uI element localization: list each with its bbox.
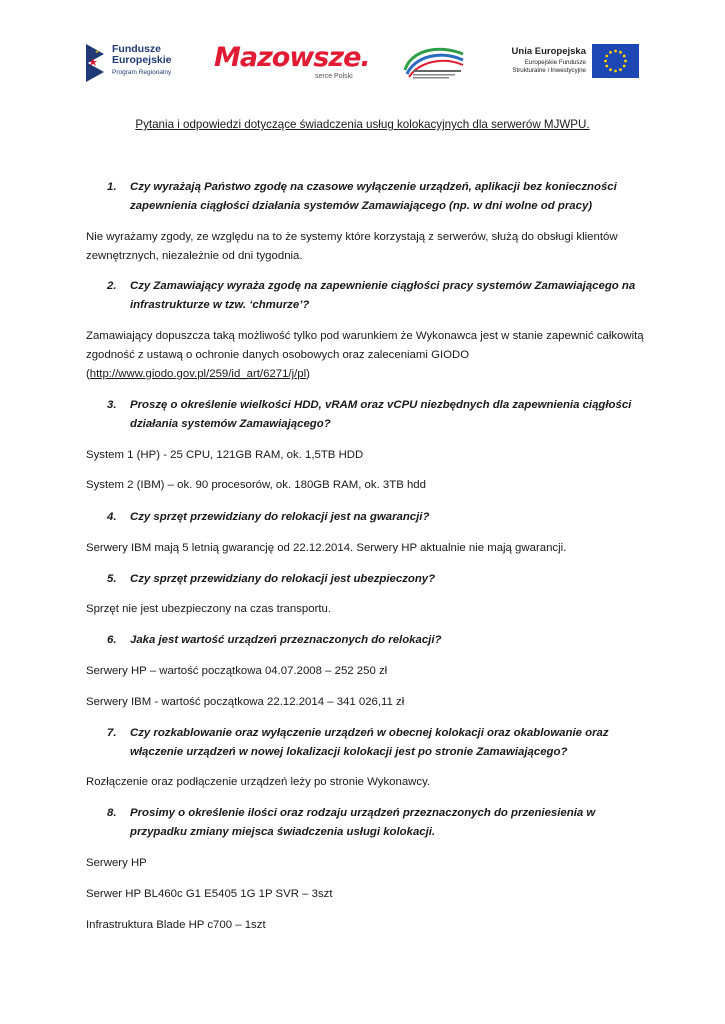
fe-star-icon bbox=[84, 42, 106, 82]
answer-8-server: Serwer HP BL460c G1 E5405 1G 1P SVR – 3szt bbox=[86, 888, 333, 900]
fe-line1: Fundusze bbox=[112, 43, 161, 55]
answer-2 bbox=[86, 327, 646, 384]
answer-5: Sprzęt nie jest ubezpieczony na czas transportu. bbox=[86, 603, 332, 615]
fe-subtitle: Program Regionalny bbox=[112, 69, 172, 76]
link-open-paren: ( bbox=[86, 368, 90, 380]
ue-sub1: Europejskie Fundusze bbox=[524, 59, 586, 66]
question-text: Prosimy o określenie ilości oraz rodzaju urządzeń przeznaczonych do przeniesienia w przypadku zmiany miejsca świadczenia usługi kolokacji. bbox=[130, 807, 596, 838]
question-2 bbox=[107, 277, 647, 315]
fundusze-europejskie-logo bbox=[84, 40, 194, 86]
question-8 bbox=[107, 804, 647, 842]
mazowsze-subtitle: serce Polski bbox=[315, 73, 353, 80]
logo-bar bbox=[84, 40, 644, 86]
answer-8-infrastructure: Infrastruktura Blade HP c700 – 1szt bbox=[86, 919, 266, 931]
answer-8-heading: Serwery HP bbox=[86, 857, 147, 869]
document-title: Pytania i odpowiedzi dotyczące świadczenia usług kolokacyjnych dla serwerów MJWPU. bbox=[135, 118, 590, 131]
question-6 bbox=[107, 631, 647, 650]
question-text: Jaka jest wartość urządzeń przeznaczonych do relokacji? bbox=[130, 634, 442, 646]
answer-1: Nie wyrażamy zgody, ze względu na to że systemy które korzystają z serwerów, służą do obsługi klientów zewnętrznych, niezależnie od dni tygodnia. bbox=[86, 231, 618, 262]
question-4 bbox=[107, 508, 647, 527]
question-number: 8. bbox=[107, 807, 117, 819]
question-number: 3. bbox=[107, 399, 117, 411]
question-text: Czy wyrażają Państwo zgodę na czasowe wyłączenie urządzeń, aplikacji bez konieczności zapewnienia ciągłości działania systemów Zamawiającego (np. w dni wolne od pracy) bbox=[130, 181, 617, 212]
ue-sub2: Strukturalne i Inwestycyjne bbox=[512, 66, 586, 74]
answer-6-hp: Serwery HP – wartość początkowa 04.07.2008 – 252 250 zł bbox=[86, 665, 388, 677]
ue-title: Unia Europejska bbox=[511, 46, 586, 57]
question-number: 5. bbox=[107, 573, 117, 585]
question-number: 6. bbox=[107, 634, 117, 646]
question-7 bbox=[107, 724, 647, 762]
unia-europejska-logo bbox=[496, 40, 646, 86]
giodo-link[interactable]: http://www.giodo.gov.pl/259/id_art/6271/j/pl bbox=[89, 368, 307, 380]
mazowsze-logo bbox=[214, 40, 374, 86]
question-text: Czy rozkablowanie oraz wyłączenie urządzeń w obecnej kolokacji oraz okablowanie oraz włączenie urządzeń w nowej lokalizacji kolokacji jest po stronie Zamawiającego? bbox=[130, 727, 609, 758]
question-text: Czy Zamawiający wyraża zgodę na zapewnienie ciągłości pracy systemów Zamawiającego na infrastrukturze w tzw. ‘chmurze’? bbox=[130, 280, 636, 311]
mazowsze-wordmark: Mazowsze. bbox=[214, 42, 370, 73]
link-close-paren: ) bbox=[306, 368, 310, 380]
answer-7: Rozłączenie oraz podłączenie urządzeń leży po stronie Wykonawcy. bbox=[86, 776, 431, 788]
regional-agency-logo bbox=[399, 40, 469, 86]
question-number: 2. bbox=[107, 280, 117, 292]
eu-flag-icon bbox=[592, 44, 639, 78]
question-5 bbox=[107, 570, 647, 589]
answer-4: Serwery IBM mają 5 letnią gwarancję od 22.12.2014. Serwery HP aktualnie nie mają gwarancji. bbox=[86, 542, 567, 554]
fe-line2: Europejskie bbox=[112, 54, 172, 66]
question-text: Proszę o określenie wielkości HDD, vRAM oraz vCPU niezbędnych dla zapewnienia ciągłości działania systemów Zamawiającego? bbox=[130, 399, 632, 430]
answer-3-system-1: System 1 (HP) - 25 CPU, 121GB RAM, ok. 1,5TB HDD bbox=[86, 449, 364, 461]
question-number: 7. bbox=[107, 727, 117, 739]
question-1 bbox=[107, 178, 647, 216]
agency-swoosh-icon bbox=[399, 40, 469, 86]
question-text: Czy sprzęt przewidziany do relokacji jest ubezpieczony? bbox=[130, 573, 436, 585]
question-number: 4. bbox=[107, 511, 117, 523]
question-text: Czy sprzęt przewidziany do relokacji jest na gwarancji? bbox=[130, 511, 430, 523]
question-3 bbox=[107, 396, 647, 434]
question-number: 1. bbox=[107, 181, 117, 193]
answer-6-ibm: Serwery IBM - wartość początkowa 22.12.2014 – 341 026,11 zł bbox=[86, 696, 405, 708]
answer-text: Zamawiający dopuszcza taką możliwość tylko pod warunkiem że Wykonawca jest w stanie zapewnić całkowitą zgodność z ustawą o ochronie danych osobowych oraz zaleceniami GIODO bbox=[86, 330, 644, 361]
answer-3-system-2: System 2 (IBM) – ok. 90 procesorów, ok. 180GB RAM, ok. 3TB hdd bbox=[86, 479, 426, 491]
